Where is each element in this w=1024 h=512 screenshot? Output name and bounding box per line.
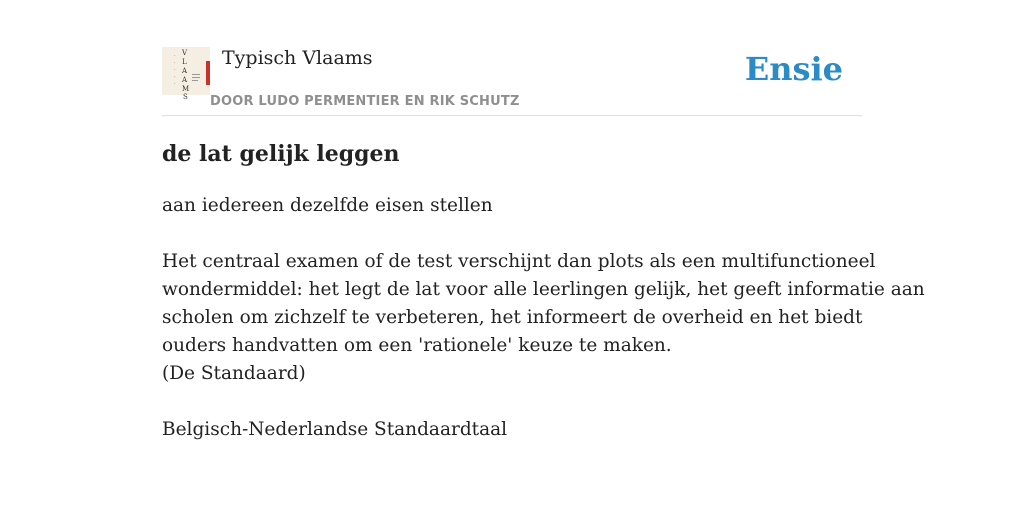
spacer [162, 220, 862, 248]
book-cover-graphic [162, 47, 210, 101]
example-line: ouders handvatten om een 'rationele' keuze te maken. [162, 335, 672, 356]
dictionary-title[interactable]: Typisch Vlaams [222, 47, 373, 69]
example-line: wondermiddel: het legt de lat voor alle leerlingen gelijk, het geeft informatie aan [162, 279, 925, 300]
entry-header [162, 40, 862, 116]
ensie-logo-link[interactable]: Ensie [744, 50, 843, 88]
dictionary-authors: DOOR LUDO PERMENTIER EN RIK SCHUTZ [210, 94, 520, 109]
example-line: Het centraal examen of de test verschijnt dan plots als een multifunctioneel [162, 251, 876, 272]
example-source: (De Standaard) [162, 363, 306, 384]
svg-text:A: A [182, 67, 188, 75]
svg-text:·: · [174, 81, 176, 87]
svg-text:·: · [174, 67, 176, 73]
book-cover-icon[interactable] [162, 47, 210, 101]
entry-category: Belgisch-Nederlandse Standaardtaal [162, 419, 508, 440]
svg-text:V: V [182, 49, 188, 57]
svg-text:·: · [174, 60, 176, 66]
svg-text:·: · [174, 74, 176, 80]
svg-text:A: A [182, 76, 188, 84]
svg-text:·: · [174, 53, 176, 59]
entry-term: de lat gelijk leggen [162, 141, 400, 167]
spacer [162, 388, 862, 416]
entry-definition: aan iedereen dezelfde eisen stellen [162, 195, 493, 216]
svg-text:M: M [182, 85, 190, 93]
example-line: scholen om zichzelf te verbeteren, het informeert de overheid en het biedt [162, 307, 863, 328]
entry-card [162, 40, 925, 444]
entry-body [162, 192, 925, 444]
svg-text:L: L [182, 58, 187, 66]
svg-text:S: S [183, 93, 188, 101]
